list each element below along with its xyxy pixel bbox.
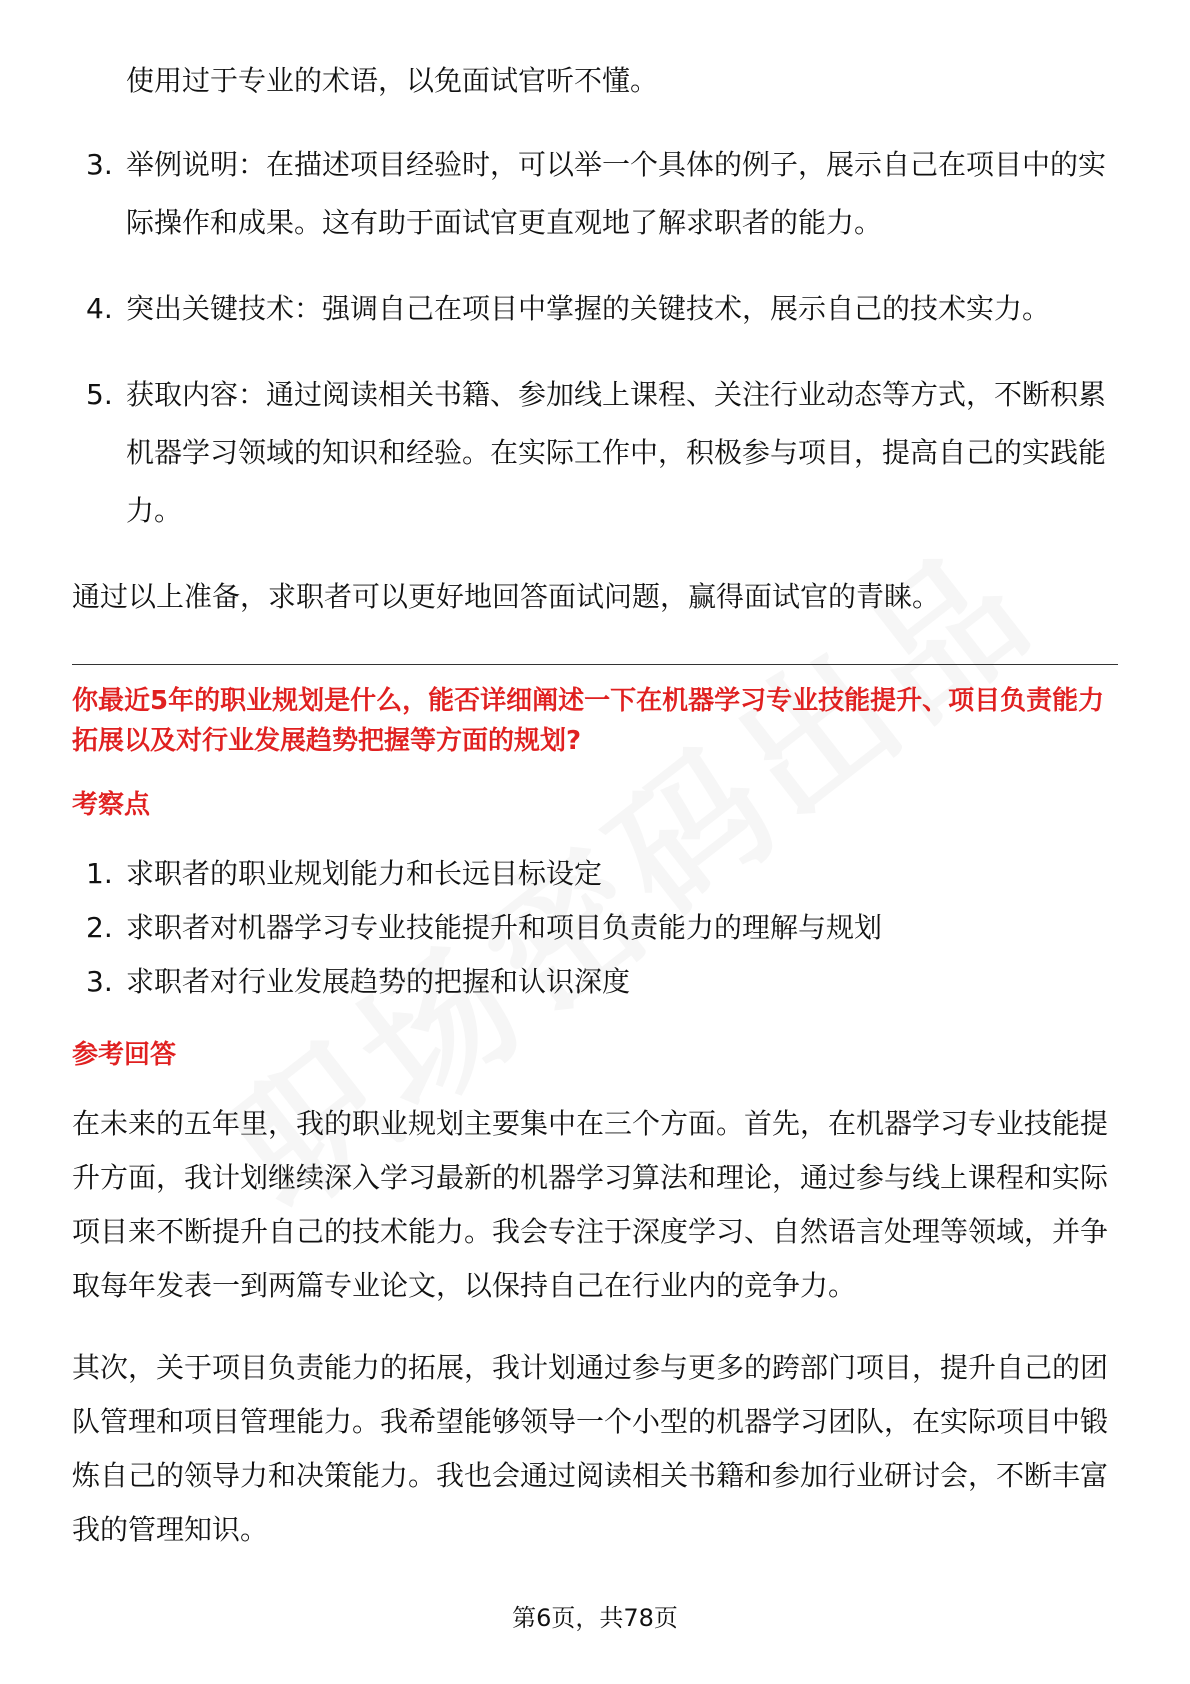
- item-text: 求职者对行业发展趋势的把握和认识深度: [126, 965, 631, 998]
- answer-paragraph: 其次，关于项目负责能力的拓展，我计划通过参与更多的跨部门项目，提升自己的团队管理和项目管理能力。我希望能够领导一个小型的机器学习团队，在实际项目中锻炼自己的领导力和决策能力。我也会通过阅读相关书籍和参加行业研讨会，不断丰富我的管理知识。: [72, 1351, 1109, 1546]
- focus-list: [72, 847, 1118, 1009]
- item-text: 获取内容：通过阅读相关书籍、参加线上课程、关注行业动态等方式，不断积累机器学习领域的知识和经验。在实际工作中，积极参与项目，提高自己的实践能力。: [126, 378, 1107, 527]
- item-text: 突出关键技术：强调自己在项目中掌握的关键技术，展示自己的技术实力。: [126, 292, 1051, 325]
- list-item: [72, 136, 1118, 252]
- list-item: [72, 901, 1118, 955]
- item-number: 3.: [86, 148, 113, 181]
- item-number: 5.: [86, 378, 113, 411]
- item-number: 3.: [86, 965, 113, 998]
- item-number: 2.: [86, 911, 113, 944]
- page-footer: 第6页，共78页: [512, 1604, 678, 1632]
- item-text: 求职者对机器学习专业技能提升和项目负责能力的理解与规划: [126, 911, 883, 944]
- continued-text: 使用过于专业的术语，以免面试官听不懂。: [126, 64, 659, 97]
- interview-question: 你最近5年的职业规划是什么，能否详细阐述一下在机器学习专业技能提升、项目负责能力拓展以及对行业发展趋势把握等方面的规划?: [72, 686, 1105, 756]
- item-text: 求职者的职业规划能力和长远目标设定: [126, 857, 603, 890]
- list-item: [72, 847, 1118, 901]
- list-item: [72, 280, 1118, 338]
- answer-paragraph: 在未来的五年里，我的职业规划主要集中在三个方面。首先，在机器学习专业技能提升方面，我计划继续深入学习最新的机器学习算法和理论，通过参与线上课程和实际项目来不断提升自己的技术能力。我会专注于深度学习、自然语言处理等领域，并争取每年发表一到两篇专业论文，以保持自己在行业内的竞争力。: [72, 1107, 1109, 1302]
- item-text: 举例说明：在描述项目经验时，可以举一个具体的例子，展示自己在项目中的实际操作和成果。这有助于面试官更直观地了解求职者的能力。: [126, 148, 1107, 239]
- tips-list: [72, 136, 1118, 540]
- item-number: 4.: [86, 292, 113, 325]
- list-item: [72, 366, 1118, 540]
- item-number: 1.: [86, 857, 113, 890]
- focus-heading: 考察点: [72, 790, 151, 820]
- list-item: [72, 955, 1118, 1009]
- answer-heading: 参考回答: [72, 1040, 177, 1070]
- conclusion-text: 通过以上准备，求职者可以更好地回答面试问题，赢得面试官的青睐。: [72, 580, 941, 613]
- section-divider: [72, 664, 1118, 665]
- page-content: [72, 52, 1118, 1557]
